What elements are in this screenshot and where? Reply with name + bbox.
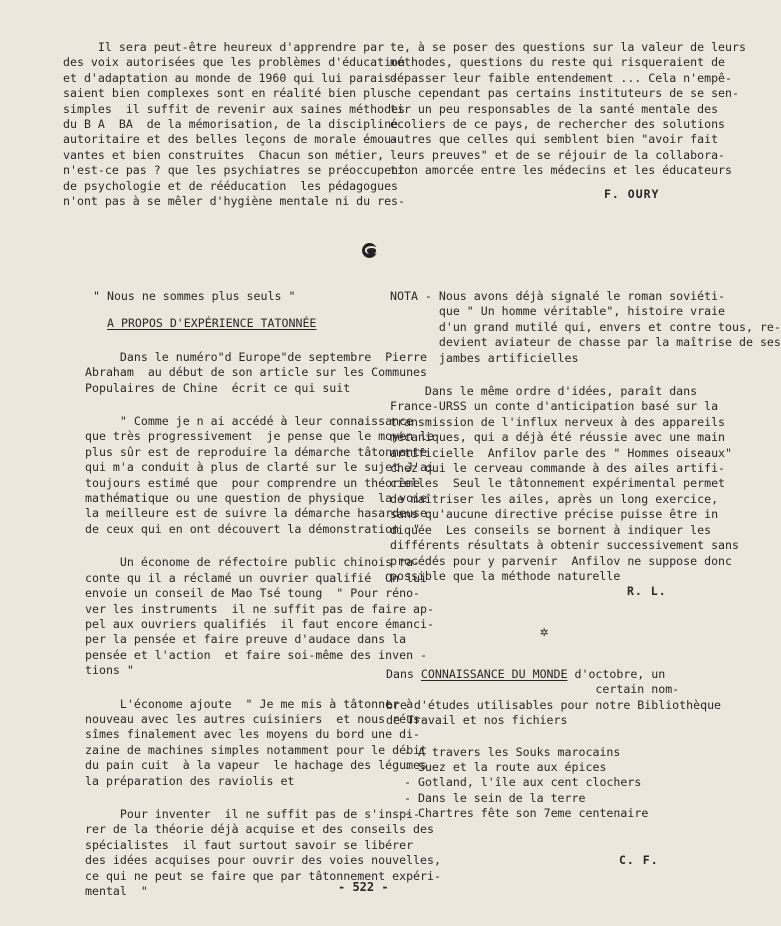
nota-line: NOTA - Nous avons déjà signalé le roman soviéti- [390,289,726,303]
study-item: - Dans le sein de la terre [404,790,586,805]
magazine-title: CONNAISSANCE DU MONDE [420,667,568,681]
page-number: - 522 - [338,880,389,894]
paragraph-line: que très progressivement je pense que le moyen le [85,429,435,444]
paragraph-line: conte qu il a réclamé un ouvrier qualifié On lui [85,570,428,585]
paragraph-line: L'économe ajoute " Je me mis à tâtonner à [85,696,414,711]
text-line: bre d'études utilisables pour notre Bibliothèque [386,697,722,712]
paragraph-line: qui m'a conduit à plus de clarté sur le sujet J'ai [85,460,435,475]
paragraph-line: France-URSS un conte d'anticipation basé sur la [390,399,719,414]
paragraph-line: de ceux qui en ont découvert la démonstration " [85,521,421,536]
paragraph-line: per la pensée et faire preuve d'audace dans la [85,632,407,647]
connaissance-intro [386,667,721,682]
paragraph-line: pel aux ouvriers qualifiés il faut encore émanci- [85,616,435,631]
article-heading: A PROPOS D'EXPÉRIENCE TATONNÉE [107,316,317,331]
study-item: - Gotland, l'île aux cent clochers [404,775,642,790]
study-item: - A travers les Souks marocains [404,744,621,759]
paragraph-line: chez qui le cerveau commande à des ailes artifi- [390,461,726,476]
text-line: autres que celles qui semblent bien "avoir fait [390,132,719,147]
study-item: - Chartres fête son 7eme centenaire [404,806,649,821]
paragraph-line: Abraham au début de son article sur les Communes [85,365,428,380]
text-line: autoritaire et des belles leçons de morale émou- [63,132,399,147]
intro-prefix: Dans [386,667,421,681]
text-line: n'est-ce pas ? que les psychiatres se préoccupent [63,163,406,178]
study-item: - Suez et la route aux épices [404,760,607,775]
paragraph-line: sans qu'aucune directive précise puisse être in [390,507,719,522]
asterisk-icon: ✲ [540,624,549,640]
text-line: tir un peu responsables de la santé mentale des [390,101,719,116]
paragraph-line: mental " [85,884,148,898]
paragraph-line: transmission de l'influx nerveux à des appareils [390,414,726,429]
study-list [404,745,721,822]
text-line: saient bien complexes sont en réalité bien plus [63,86,392,101]
paragraph-line: de maîtriser les ailes, après un long exercice, [390,491,719,506]
paragraph-line: différents résultats à obtenir successivement sans [390,538,740,553]
article-right [390,289,781,584]
text-line: te, à se poser des questions sur la valeur de leurs [390,40,746,54]
text-line: simples il suffit de revenir aux saines méthodes [63,101,406,116]
text-line: des voix autorisées que les problèmes d'éducation [63,55,406,70]
text-line: de psychologie et de rééducation les pédagogues [63,178,399,193]
intro-column-right [390,40,746,179]
text-line: tion amorcée entre les médecins et les éducateurs [390,163,733,178]
paragraph-line: Pour inventer il ne suffit pas de s'inspi- [85,806,421,821]
paragraph-line: plus sûr est de reproduire la démarche tâtonnante [85,444,428,459]
paragraph-line: toujours estimé que pour comprendre un théorème [85,475,421,490]
paragraph-line: des idées acquises pour ouvrir des voies nouvelles, [85,853,441,868]
text-line: che cependant pas certains instituteurs de se sen- [390,86,740,101]
signature-r-l: R. L. [627,584,667,598]
paragraph-line: du pain cuit à la vapeur le hachage des légumes [85,758,428,773]
paragraph-line: Populaires de Chine écrit ce qui suit [85,380,351,395]
ornament-icon [362,243,377,258]
text-line: du B A BA de la mémorisation, de la discipline [63,117,399,132]
paragraph-line: mécaniques, qui a déjà été réussie avec une main [390,430,726,445]
signature-f-oury: F. OURY [604,187,660,201]
paragraph-line: envoie un conseil de Mao Tsé toung " Pour réno- [85,586,421,601]
text-line: de Travail et nos fichiers [386,713,568,728]
text-line: vantes et bien construites Chacun son métier, [63,147,385,162]
connaissance-du-monde-section [386,667,721,822]
paragraph-line: pensée et l'action et faire soi-même des inven - [85,647,428,662]
paragraph-line: diquée Les conseils se bornent à indiquer les [390,522,712,537]
paragraph-line: nouveau avec les autres cuisiniers et nous réus- [85,711,428,726]
text-line: et d'adaptation au monde de 1960 qui lui parais- [63,70,399,85]
paragraph-line: cielles Seul le tâtonnement expérimental permet [390,476,726,491]
paragraph-line: zaine de machines simples notamment pour le débit [85,742,428,757]
nota-line: devient aviateur de chasse par la maîtrise de ses [390,335,781,350]
paragraph-line: Dans le numéro"d Europe"de septembre Pierre [85,349,428,364]
text-line: méthodes, questions du reste qui risqueraient de [390,55,726,70]
paragraph-line: tions " [85,663,134,678]
paragraph-line: Dans le même ordre d'idées, paraît dans [390,384,698,399]
paragraph-line: possible que la méthode naturelle [390,568,621,583]
paragraph-line: ce qui ne peut se faire que par tâtonnement expéri- [85,868,441,883]
text-line: certain nom- [386,682,680,697]
paragraph-line: spécialistes il faut surtout savoir se libérer [85,837,414,852]
text-line: dépasser leur faible entendement ... Cela n'empê- [390,70,733,85]
paragraph-line: rer de la théorie déjà acquise et des conseils des [85,822,435,837]
nota-line: jambes artificielles [390,350,579,365]
intro-column-left [63,40,405,209]
paragraph-line: procédés pour y parvenir Anfilov ne suppose donc [390,553,733,568]
paragraph-line: artificielle Anfilov parle des " Hommes oiseaux" [390,445,733,460]
signature-c-f: C. F. [619,853,659,867]
paragraph-line: mathématique ou une question de physique la voie [85,491,428,506]
quote-title: " Nous ne sommes plus seuls " [93,289,296,303]
nota-line: que " Un homme véritable", histoire vraie [390,304,726,319]
paragraph-line: la préparation des raviolis et [85,773,295,788]
paragraph-line: ver les instruments il ne suffit pas de faire ap- [85,601,435,616]
text-line: écoliers de ce pays, de rechercher des solutions [390,117,726,132]
intro-suffix: d'octobre, un [567,667,666,681]
nota-line: d'un grand mutilé qui, envers et contre tous, re- [390,319,781,334]
paragraph-line: " Comme je n ai accédé à leur connaissance [85,414,414,429]
paragraph-line: sîmes finalement avec les moyens du bord une di- [85,727,421,742]
paragraph-line: Un économe de réfectoire public chinois ra- [85,555,421,570]
text-line: leurs preuves" et de se réjouir de la collabora- [390,147,726,162]
text-line: Il sera peut-être heureux d'apprendre par [63,40,385,54]
paragraph-line: la meilleure est de suivre la démarche hasardeuse [85,506,428,521]
text-line: n'ont pas à se mêler d'hygiène mentale ni du res- [63,194,406,209]
